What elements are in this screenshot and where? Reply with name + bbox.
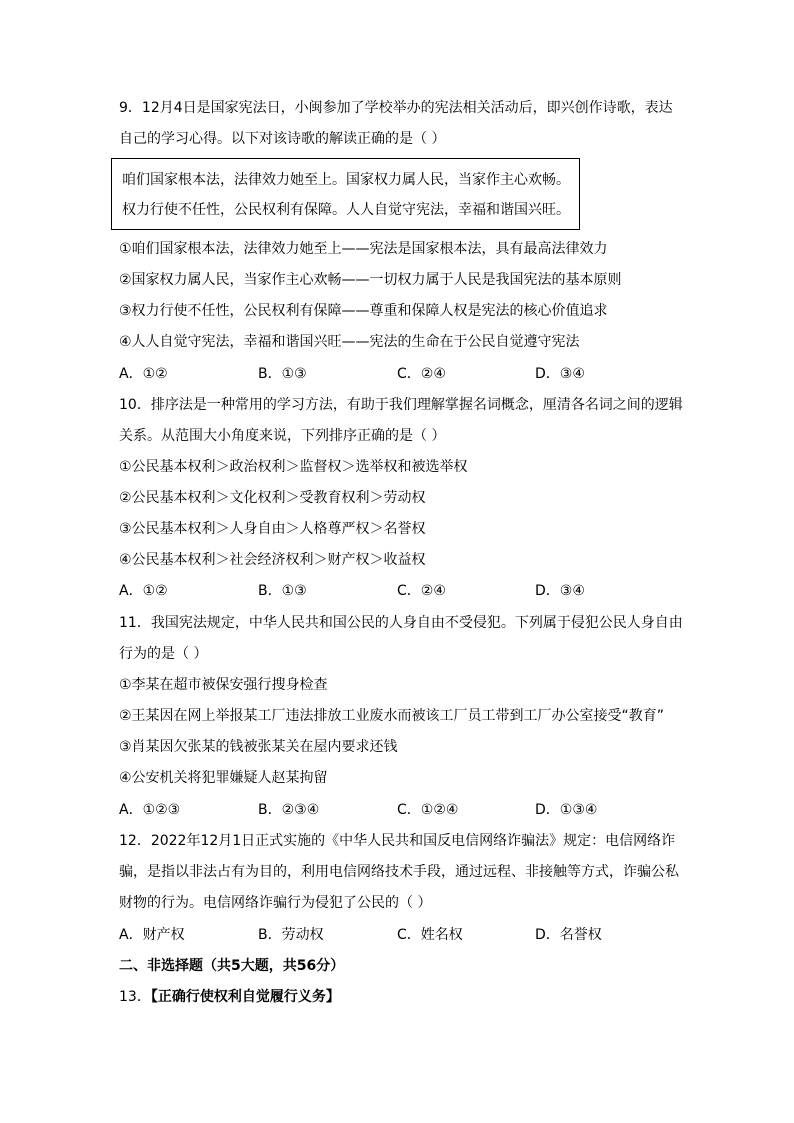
q13-number: 13．: [119, 989, 151, 1005]
q9-options: [119, 364, 679, 384]
q10-stem-line1: 10．排序法是一种常用的学习方法，有助于我们理解掌握名词概念，厘清各名词之间的逻辑: [119, 397, 683, 413]
q10-options: [119, 581, 679, 601]
q11-option-a[interactable]: A．①②③: [119, 802, 181, 818]
q11-item-4: ④公安机关将犯罪嫌疑人赵某拘留: [119, 770, 328, 786]
q9-poem-box: [111, 158, 580, 230]
q10-option-b[interactable]: B．①③: [258, 583, 307, 599]
q11-option-d[interactable]: D．①③④: [535, 802, 598, 818]
q11-item-1: ①李某在超市被保安强行搜身检查: [119, 677, 328, 693]
q13-heading: [119, 987, 340, 1007]
q9-poem-line1: 咱们国家根本法，法律效力她至上。国家权力属人民，当家作主心欢畅。: [122, 172, 570, 188]
q9-item-1: ①咱们国家根本法，法律效力她至上——宪法是国家根本法，具有最高法律效力: [119, 241, 608, 257]
q10-option-a[interactable]: A．①②: [119, 583, 168, 599]
q10-item-4: ④公民基本权利＞社会经济权利＞财产权＞收益权: [119, 552, 426, 568]
q11-stem-line2: 行为的是（ ）: [119, 646, 208, 662]
q10-option-d[interactable]: D．③④: [535, 583, 585, 599]
q9-poem-line2: 权力行使不任性，公民权利有保障。人人自觉守宪法，幸福和谐国兴旺。: [122, 202, 570, 218]
q11-options: [119, 800, 679, 820]
q11-option-c[interactable]: C．①②④: [397, 802, 459, 818]
q9-item-4: ④人人自觉守宪法，幸福和谐国兴旺——宪法的生命在于公民自觉遵守宪法: [119, 334, 580, 350]
q12-option-c[interactable]: C．姓名权: [397, 927, 463, 943]
q12-options: [119, 925, 679, 945]
q9-option-b[interactable]: B．①③: [258, 366, 307, 382]
q11-stem-line1: 11．我国宪法规定，中华人民共和国公民的人身自由不受侵犯。下列属于侵犯公民人身自由: [119, 615, 683, 631]
q12-option-d[interactable]: D．名誉权: [535, 927, 602, 943]
q10-item-1: ①公民基本权利＞政治权利＞监督权＞选举权和被选举权: [119, 459, 468, 475]
q9-stem-line2: 自己的学习心得。以下对该诗歌的解读正确的是（ ）: [119, 131, 446, 147]
q12-option-a[interactable]: A．财产权: [119, 927, 185, 943]
q11-item-3: ③肖某因欠张某的钱被张某关在屋内要求还钱: [119, 739, 398, 755]
q12-stem-line3: 财物的行为。电信网络诈骗行为侵犯了公民的（ ）: [119, 895, 432, 911]
section-2-title: 二、非选择题（共5大题，共56分）: [119, 958, 345, 974]
q11-option-b[interactable]: B．②③④: [258, 802, 320, 818]
q9-option-c[interactable]: C．②④: [397, 366, 446, 382]
q10-stem-line2: 关系。从范围大小角度来说，下列排序正确的是（ ）: [119, 428, 446, 444]
q10-option-c[interactable]: C．②④: [397, 583, 446, 599]
q9-option-a[interactable]: A．①②: [119, 366, 168, 382]
q9-stem-line1: 9．12月4日是国家宪法日，小闽参加了学校举办的宪法相关活动后，即兴创作诗歌，表达: [119, 100, 673, 116]
q12-stem-line1: 12．2022年12月1日正式实施的《中华人民共和国反电信网络诈骗法》规定：电信网络诈: [119, 833, 676, 849]
q12-option-b[interactable]: B．劳动权: [258, 927, 324, 943]
q9-option-d[interactable]: D．③④: [535, 366, 585, 382]
q11-item-2: ②王某因在网上举报某工厂违法排放工业废水而被该工厂员工带到工厂办公室接受“教育”: [119, 708, 665, 724]
q10-item-3: ③公民基本权利＞人身自由＞人格尊严权＞名誉权: [119, 521, 426, 537]
q12-stem-line2: 骗，是指以非法占有为目的，利用电信网络技术手段，通过远程、非接触等方式，诈骗公私: [119, 864, 679, 880]
q9-item-3: ③权力行使不任性，公民权利有保障——尊重和保障人权是宪法的核心价值追求: [119, 303, 608, 319]
q10-item-2: ②公民基本权利＞文化权利＞受教育权利＞劳动权: [119, 490, 426, 506]
q13-title: 【正确行使权利自觉履行义务】: [150, 989, 340, 1005]
q9-item-2: ②国家权力属人民，当家作主心欢畅——一切权力属于人民是我国宪法的基本原则: [119, 272, 622, 288]
